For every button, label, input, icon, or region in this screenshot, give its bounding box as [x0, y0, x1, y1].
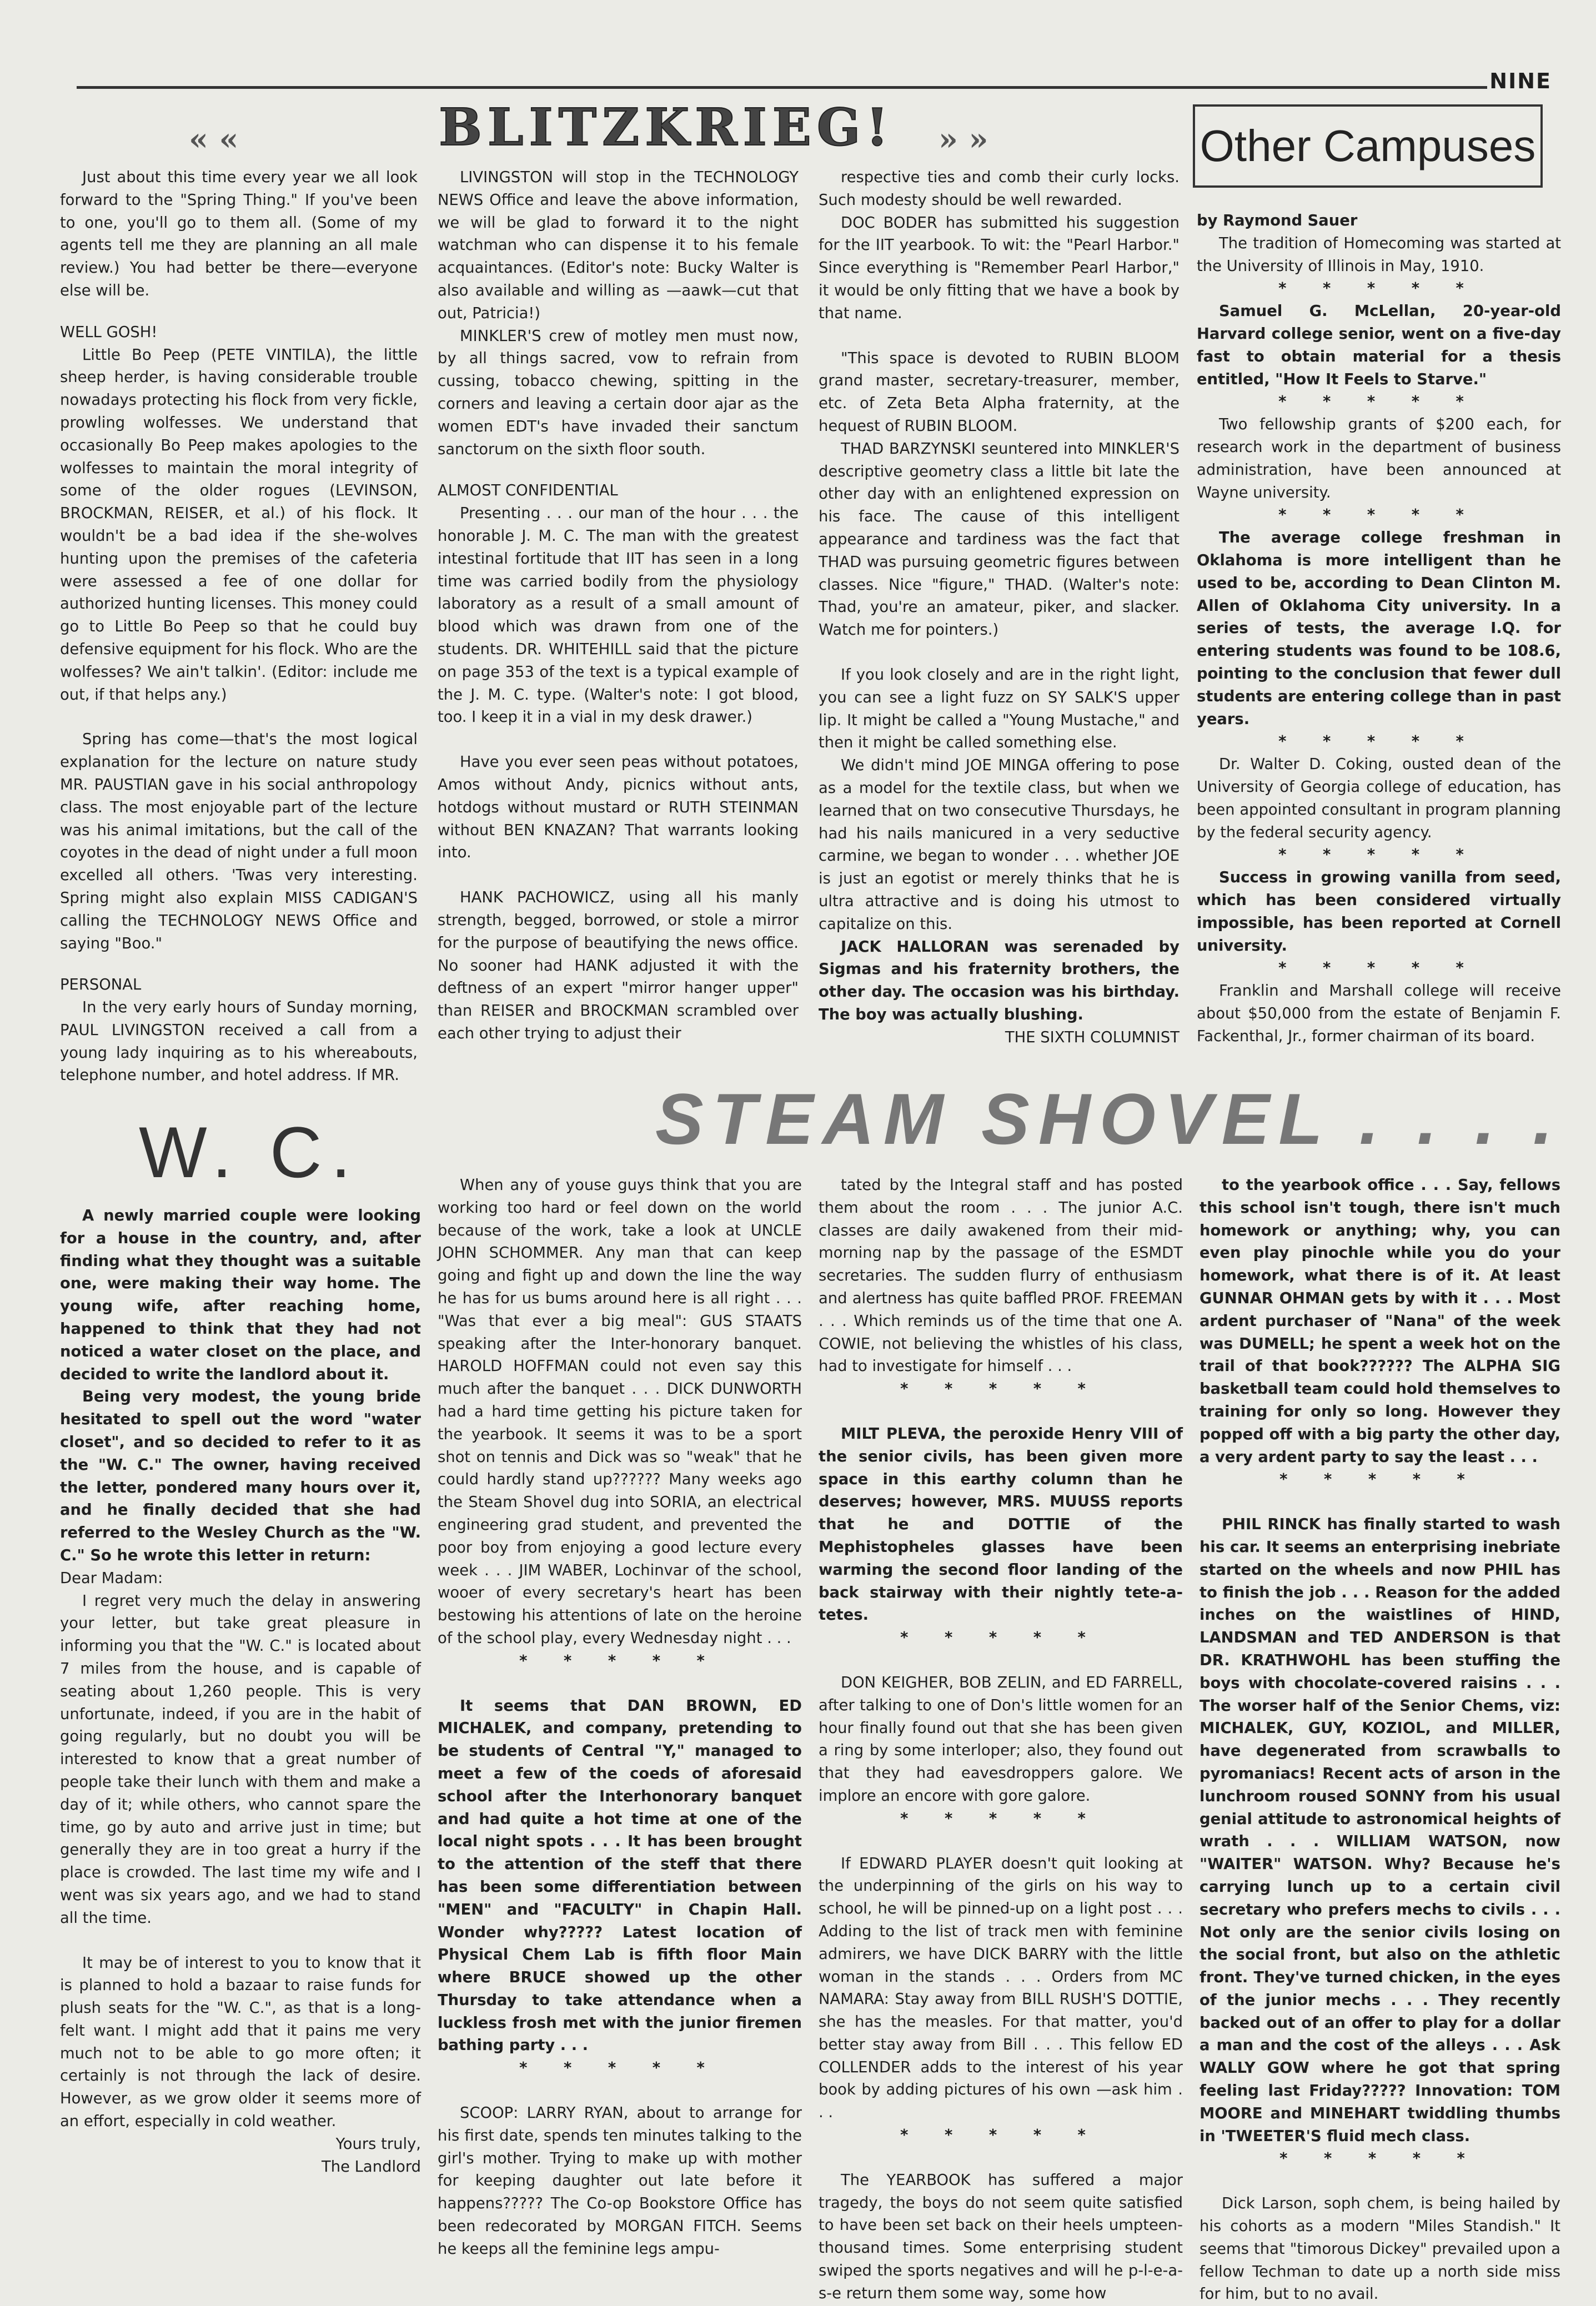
paragraph: MINKLER'S crew of motley men must now, by all things sacred, vow to refrain from cussing, tobacco chewing, spitting in the corners and leaving a certain door ajar as the women EDT's have invaded their sanctum sanctorum on the sixth floor south. — [438, 327, 799, 458]
paragraph: Success in growing vanilla from seed, which has been considered virtually impossible, has been reported at Cornell university. — [1197, 869, 1561, 954]
paragraph: If EDWARD PLAYER doesn't quit looking at the underpinning of the girls on his way to school, he will be pinned-up on a light post . . . Adding to the list of track men with feminine admirers, we have DICK BARRY with the little woman in the stands . . . Orders from MC NAMARA: Stay away from BILL RUSH'S DOTTIE, she has the measles. For that matter, you'd better stay away from Bill . . . This fellow ED COLLENDER adds to the interest of his year book by adding pictures of his own —ask him . . . — [819, 1855, 1183, 2122]
other-campuses-title: Other Campuses — [1193, 104, 1543, 188]
paragraph: MILT PLEVA, the peroxide Henry VIII of the senior civils, has been given more space in this earthy column than he deserves; however, MRS. MUUSS reports that he and DOTTIE of the Mephistopheles glasses have been warming the second floor landing of the back stairway with their nightly tete-a-tetes. — [819, 1425, 1183, 1624]
steam-shovel-column-2 — [819, 1174, 1183, 2305]
signature: Yours truly, — [335, 2135, 421, 2153]
headline-blitzkrieg: BLITZKRIEG! — [439, 97, 894, 157]
headline-decoration-right: » » — [938, 121, 988, 158]
paragraph: The YEARBOOK has suffered a major tragedy, the boys do not seem quite satisfied to have been set back on their heels umpteen-thousand times. Some enterprising student swiped the sports negatives and will he p-l-e-a-s-e return them some way, some how — [819, 2171, 1183, 2302]
paragraph: tated by the Integral staff and has posted them about the room . . . The junior A.C. classes are daily awakened from their mid-morning nap by the passage of the ESMDT secretaries. The sudden flurry of enthusiasm and alertness has quite baffled PROF. FREEMAN . . . Which reminds us of the time that one A. COWIE, not believing the whistles of his class, had to investigate for himself . . . — [819, 1177, 1183, 1375]
byline: by Raymond Sauer — [1197, 212, 1358, 229]
page-number: NINE — [1489, 69, 1552, 93]
paragraph: "This space is devoted to RUBIN BLOOM grand master, secretary-treasurer, member, etc. of Zeta Beta Alpha fraternity, at the hequest of RUBIN BLOOM. — [819, 349, 1180, 435]
section-divider: * * * * * — [1278, 506, 1479, 524]
paragraph: Presenting . . . our man of the hour . . . the honorable J. M. C. The man with the greatest intestinal fortitude that IIT has seen in a long time was carried bodily from the physiology laboratory as a result of a small amount of blood which was drawn from one of the students. DR. WHITEHILL said that the picture on page 353 of the text is a typical example of the J. M. C. type. (Walter's note: I got blood, too. I keep it in a vial in my desk drawer.) — [438, 505, 799, 726]
section-divider: * * * * * — [900, 1380, 1101, 1398]
paragraph: DON KEIGHER, BOB ZELIN, and ED FARRELL, after talking to one of Don's little women for an hour finally found out that she has been given a ring by some interloper; also, they found out that they had eavesdroppers galore. We implore an encore with gore galore. — [819, 1674, 1183, 1805]
paragraph: JACK HALLORAN was serenaded by Sigmas and his fraternity brothers, the other day. The occasion was his birthday. The boy was actually blushing. — [819, 938, 1180, 1023]
paragraph: Dick Larson, soph chem, is being hailed by his cohorts as a modern "Miles Standish." It seems that "timorous Dickey" prevailed upon a fellow Techman to date up a north side miss for him, but to no avail. — [1199, 2195, 1560, 2303]
section-divider: * * * * * — [1278, 959, 1479, 977]
salutation: Dear Madam: — [60, 1569, 163, 1587]
paragraph: In the very early hours of Sunday morning, PAUL LIVINGSTON received a call from a young lady inquiring as to his whereabouts, telephone number, and hotel address. If MR. — [60, 999, 418, 1084]
paragraph: Samuel G. McLellan, 20-year-old Harvard college senior, went on a five-day fast to obtain material for a thesis entitled, "How It Feels to Starve." — [1197, 303, 1561, 388]
steam-shovel-column-3 — [1199, 1174, 1560, 2306]
paragraph: If you look closely and are in the right light, you can see a light fuzz on SY SALK'S upper lip. It might be called a "Young Mustache," and then it might be called something else. — [819, 666, 1180, 752]
section-divider: * * * * * — [1278, 280, 1479, 298]
paragraph: to the yearbook office . . . Say, fellows this school isn't tough, there isn't much homework or anything; why, you can even play pinochle while you do your homework, what there is of it. At least GUNNAR OHMAN gets by with it . . . Most ardent purchaser of "Nana" of the week was DUMELL; he spent a week hot on the trail of that book?????? The ALPHA SIG basketball team could hold themselves to training for only so long. However they popped off with a big party the other day, a very ardent party to say the least . . . — [1199, 1177, 1560, 1466]
section-heading: WELL GOSH! — [60, 323, 158, 341]
paragraph: Being very modest, the young bride hesitated to spell out the word "water closet", and so decided to refer to it as the "W. C." The owner, having received the letter, pondered many hours over it, and he finally decided that she had referred to the Wesley Church as the "W. C." So he wrote this letter in return: — [60, 1388, 421, 1564]
steam-shovel-column-1 — [438, 1174, 802, 2261]
header-rule — [77, 86, 1487, 89]
section-divider: * * * * * — [519, 1652, 720, 1670]
paragraph: We didn't mind JOE MINGA offering to pose as a model for the textile class, but when we learned that on two consecutive Thursdays, he had his nails manicured in a very seductive carmine, we began to wonder . . . whether JOE is just an egotist or merely thinks that he is ultra attractive and is doing his utmost to capitalize on this. — [819, 757, 1180, 933]
paragraph: Little Bo Peep (PETE VINTILA), the little sheep herder, is having considerable trouble nowadays protecting his flock from very fickle, prowling wolfesses. We understand that occasionally Bo Peep makes apologies to the wolfesses to maintain the moral integrity of some of the older rogues (LEVINSON, BROCKMAN, REISER, et al.) of his flock. It wouldn't be a bad idea if the she-wolves hunting upon the premises of the cafeteria were assessed a fee of one dollar for authorized hunting licenses. This money could go to Little Bo Peep so that he could buy defensive equipment for his flock. Who are the wolfesses? We ain't talkin'. (Editor: include me out, if that helps any.) — [60, 346, 418, 704]
blitzkrieg-column-1 — [60, 167, 418, 1087]
wc-column — [60, 1205, 421, 2178]
paragraph: DOC BODER has submitted his suggestion for the IIT yearbook. To wit: the "Pearl Harbor." Since everything is "Remember Pearl Harbor," it would be only fitting that we have a book by that name. — [819, 214, 1180, 322]
section-divider: * * * * * — [1278, 733, 1479, 751]
section-heading: ALMOST CONFIDENTIAL — [438, 482, 618, 500]
signature: The Landlord — [322, 2158, 421, 2176]
paragraph: LIVINGSTON will stop in the TECHNOLOGY NEWS Office and leave the above information, we will be glad to forward it to the night watchman who can dispense it to his female acquaintances. (Editor's note: Bucky Walter is also available and willing as —aawk—cut that out, Patricia!) — [438, 169, 799, 322]
paragraph: THAD BARZYNSKI seuntered into MINKLER'S descriptive geometry class a little bit late the other day with an enlightened expression on his face. The cause of this intelligent appearance and tardiness was the fact that THAD was pursuing geometric figures between classes. Nice "figure," THAD. (Walter's note: Thad, you're an amateur, piker, and slacker. Watch me for pointers.) — [819, 440, 1180, 639]
section-divider: * * * * * — [1279, 1471, 1480, 1489]
signature: THE SIXTH COLUMNIST — [1005, 1028, 1180, 1046]
section-divider: * * * * * — [1279, 2150, 1480, 2168]
paragraph: When any of youse guys think that you are working too hard or feel down on the world because of the work, take a look at UNCLE JOHN SCHOMMER. Any man that can keep going and fight up and down the line the way he has for us bums around here is all right . . . "Was that ever a big meal": GUS STAATS speaking after the Inter-honorary banquet. HAROLD HOFFMAN could not even say this much after the banquet . . . DICK DUNWORTH had a hard time getting his picture taken for the yearbook. It seems it was to be a sport shot on tennis and Dick was so "weak" that he could hardly stand up?????? Many weeks ago the Steam Shovel dug into SORIA, an electrical engineering grad student, and prevented the poor boy from enjoying a good lecture every week . . . JIM WABER, Lochinvar of the school, wooer of every secretary's heart has been bestowing his attentions of late on the heroine of the school play, every Wednesday night . . . — [438, 1177, 802, 1647]
paragraph: The average college freshman in Oklahoma is more intelligent than he used to be, according to Dean Clinton M. Allen of Oklahoma City university. In a series of tests, the average I.Q. for entering students was found to be 108.6, pointing to the conclusion that fewer dull students are entering college than in past years. — [1197, 529, 1561, 728]
section-divider: * * * * * — [519, 2059, 720, 2077]
paragraph: It may be of interest to you to know that it is planned to hold a bazaar to raise funds for plush seats for the "W. C.", as that is a long-felt want. I might add that it pains me very much not to be able to go more often; it certainly is not through the lack of desire. However, as we grow older it seems more of an effort, especially in cold weather. — [60, 1954, 421, 2131]
paragraph: HANK PACHOWICZ, using all his manly strength, begged, borrowed, or stole a mirror for the purpose of beautifying the news office. No sooner had HANK adjusted it with the deftness of an expert "mirror hanger upper" than REISER and BROCKMAN scrambled over each other trying to adjust their — [438, 889, 799, 1042]
section-divider: * * * * * — [900, 1810, 1101, 1827]
paragraph: I regret very much the delay in answering your letter, but take great pleasure in informing you that the "W. C." is located about 7 miles from the house, and is capable of seating about 1,260 people. This is very unfortunate, indeed, if you are in the habit of going regularly, but no doubt you will be interested to know that a great number of people take their lunch with them and make a day of it; while others, who cannot spare the time, go by auto and arrive just in time; but generally they are in too great a hurry if the place is crowded. The last time my wife and I went was six years ago, and we had to stand all the time. — [60, 1592, 421, 1927]
headline-decoration-left: « « — [189, 121, 239, 158]
blitzkrieg-column-3 — [819, 167, 1180, 1049]
paragraph: Just about this time every year we all look forward to the "Spring Thing." If you've been to one, you'll go to them all. (Some of my agents tell me they are planning an all male review.) You had better be there—everyone else will be. — [60, 169, 418, 299]
paragraph: The tradition of Homecoming was started at the University of Illinois in May, 1910. — [1197, 234, 1561, 275]
paragraph: Have you ever seen peas without potatoes, Amos without Andy, picnics without ants, hotdogs without mustard or RUTH STEINMAN without BEN KNAZAN? That warrants looking into. — [438, 753, 799, 862]
steam-shovel-title: STEAM SHOVEL . . . . — [655, 1078, 1562, 1159]
paragraph: Two fellowship grants of $200 each, for research work in the department of business administration, have been announced at Wayne university. — [1197, 416, 1561, 501]
paragraph: respective ties and comb their curly locks. Such modesty should be well rewarded. — [819, 169, 1180, 209]
section-divider: * * * * * — [900, 1629, 1101, 1647]
paragraph: Franklin and Marshall college will receive about $50,000 from the estate of Benjamin F. Fackenthal, Jr., former chairman of its board. — [1197, 982, 1561, 1045]
paragraph: SCOOP: LARRY RYAN, about to arrange for his first date, spends ten minutes talking to the girl's mother. Trying to make up with mother for keeping daughter out late before it happens????? The Co-op Bookstore Office has been redecorated by MORGAN FITCH. Seems he keeps all the feminine legs ampu- — [438, 2104, 802, 2258]
other-campuses-column — [1197, 210, 1561, 1048]
blitzkrieg-column-2 — [438, 167, 799, 1046]
wc-title: W. C. — [139, 1112, 360, 1193]
paragraph: Dr. Walter D. Coking, ousted dean of the University of Georgia college of education, has been appointed consultant in program planning by the federal security agency. — [1197, 756, 1561, 841]
paragraph: It seems that DAN BROWN, ED MICHALEK, and company, pretending to be students of Central "Y," managed to meet a few of the coeds of aforesaid school after the Interhonorary banquet and had quite a hot time at one of the local night spots . . . It has been brought to the attention of the steff that there has been some differentiation between "MEN" and "FACULTY" in Chapin Hall. Wonder why????? Latest location of Physical Chem Lab is fifth floor Main where BRUCE showed up the other Thursday to take attendance when a luckless frosh met with the junior firemen bathing party . . . — [438, 1697, 802, 2054]
section-divider: * * * * * — [900, 2127, 1101, 2144]
section-heading: PERSONAL — [60, 976, 142, 994]
paragraph: Spring has come—that's the most logical explanation for the lecture on nature study MR. PAUSTIAN gave in his social anthropology class. The most enjoyable part of the lecture was his animal imitations, but the call of the coyotes in the dead of night under a full moon excelled all others. 'Twas very interesting. Spring might also explain MISS CADIGAN'S calling the TECHNOLOGY NEWS Office and saying "Boo." — [60, 731, 418, 952]
section-divider: * * * * * — [1278, 393, 1479, 411]
section-divider: * * * * * — [1278, 846, 1479, 864]
paragraph: A newly married couple were looking for a house in the country, and, after finding what they thought was a suitable one, were making their way home. The young wife, after reaching home, happened to think that they had not noticed a water closet on the place, and decided to write the landlord about it. — [60, 1207, 421, 1383]
paragraph: PHIL RINCK has finally started to wash his car. It seems an enterprising inebriate started on the wheels and now PHIL has to finish the job . . . Reason for the added inches on the waistlines of HIND, LANDSMAN and TED ANDERSON is that DR. KRATHWOHL has been stuffing the boys with chocolate-covered raisins . . . The worser half of the Senior Chems, viz: MICHALEK, GUY, KOZIOL, and MILLER, have degenerated from scrawballs to pyromaniacs! Recent acts of arson in the lunchroom roused SONNY from his usual genial attitude to astronomical heights of wrath . . . WILLIAM WATSON, now "WAITER" WATSON. Why? Because he's carrying lunch up to a certain civil secretary who prefers mechs to civils . . . Not only are the senior civils losing on the social front, but also on the athletic front. They've turned chicken, in the eyes of the junior mechs . . . They recently backed out of an offer to play for a dollar a man and the cost of the alleys . . . Ask WALLY GOW where he got that spring feeling last Friday????? Innovation: TOM MOORE and MINEHART twiddling thumbs in 'TWEETER'S fluid mech class. — [1199, 1516, 1560, 2145]
